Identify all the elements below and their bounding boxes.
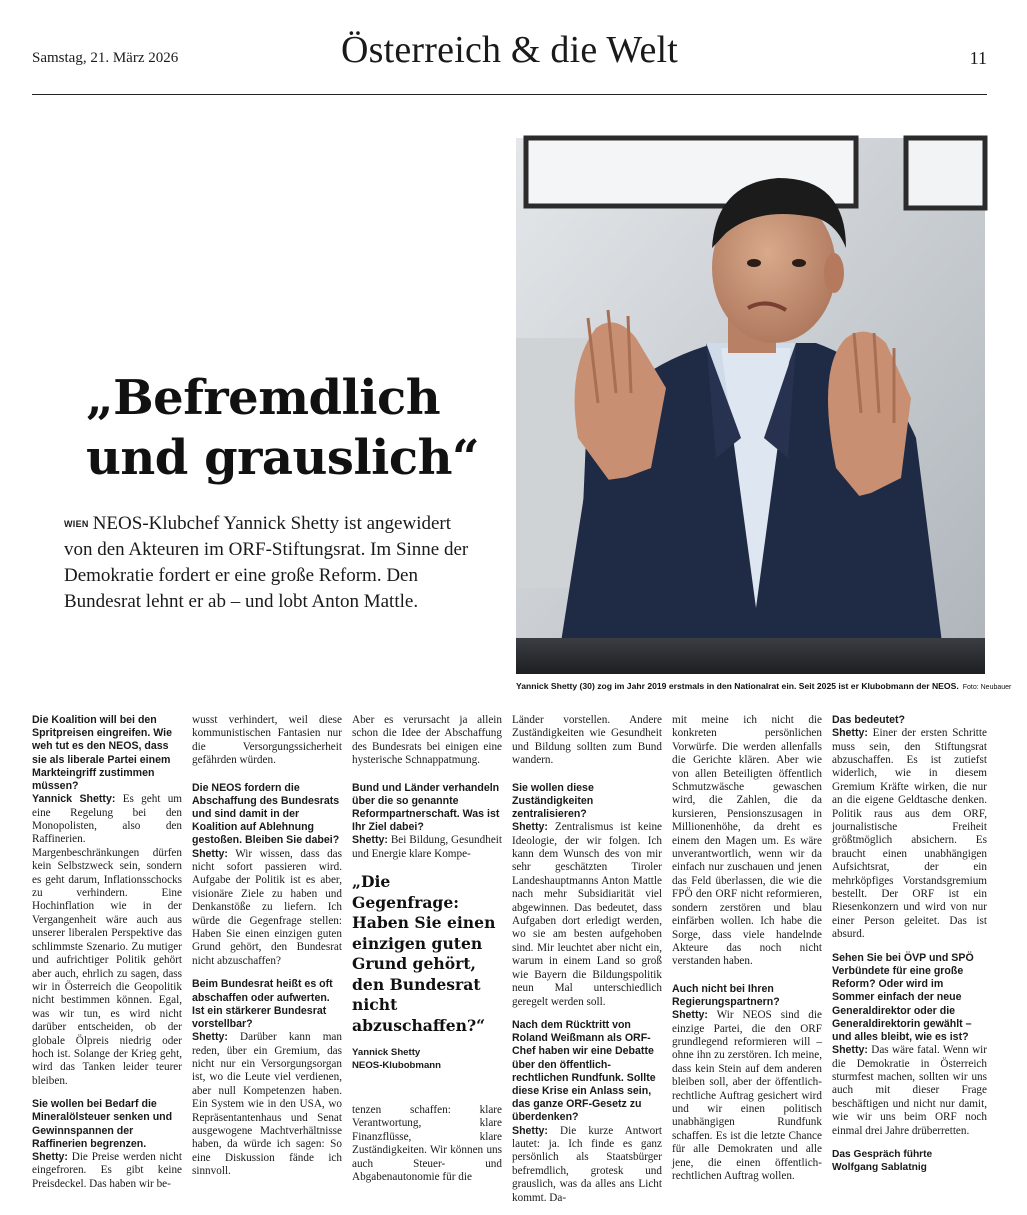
caption-text: Yannick Shetty (30) zog im Jahr 2019 erstmals in den Nationalrat ein. Seit 2025 ist er Klubobmann der NEOS. — [516, 681, 959, 691]
pull-quote-name: Yannick Shetty — [352, 1047, 421, 1058]
headline-line-2: und grauslich“ — [86, 430, 480, 486]
question: Auch nicht bei Ihren Regierungspartnern? — [672, 982, 780, 1008]
portrait-photo-illustration — [516, 138, 985, 674]
answer: Die Preise werden nicht eingefroren. Es gibt keine Preisdeckel. Das haben wir be- — [32, 1150, 182, 1190]
byline-author: Wolfgang Sablatnig — [832, 1161, 927, 1173]
answer: Wir wissen, dass das nicht sofort passieren wird. Aufgabe der Politik ist es aber, visionäre Ziele zu haben und Denkanstöße zu liefern. Ich würde die Gegenfrage stellen: Haben Sie einen einzigen guten Grund gehört, den Bundesrat nicht abzuschaffen? — [192, 847, 342, 967]
continued-text: tenzen schaffen: klare Verantwortung, klare Finanzflüsse, klare Zuständigkeiten. Wir können uns auch Steuer- und Abgabenautonomie für die — [352, 1104, 502, 1184]
headline-line-1: „Befremdlich — [86, 370, 441, 426]
answer: Das wäre fatal. Wenn wir die Demokratie in Österreich sturmfest machen, sollten wir uns auch mit dieser Frage beschäftigen und nicht nur damit, wie wir uns beim ORF noch einmal drei Jahre drüberretten. — [832, 1044, 987, 1137]
article-lead — [64, 511, 484, 615]
speaker-label: Yannick Shetty: — [32, 793, 116, 806]
answer: Bei Bildung, Gesundheit und Energie klare Kompe- — [352, 834, 503, 860]
answer: Zentralismus ist keine Ideologie, der wir folgen. Ich kann dem Wunsch des von mir sehr geschätzten Tiroler Landeshauptmanns Anton Mattle nach mehr Subsidiarität viel abgewinnen. Das bedeutet, dass Aufgaben dort erledigt werden, wo sie am besten aufgehoben sind. Mir leuchtet aber nicht ein, warum in einem Land so groß wie Bayern die Bildungspolitik neun Mal unterschiedlich geregelt werden soll. — [512, 821, 663, 1008]
question: Die NEOS fordern die Abschaffung des Bundesrats und sind damit in der Koalition auf Ablehnung gestoßen. Bleiben Sie dabei? — [192, 781, 340, 847]
speaker-label: Shetty: — [192, 847, 228, 860]
question: Bund und Länder verhandeln über die so genannte Reformpartnerschaft. Was ist Ihr Ziel dabei? — [352, 781, 500, 834]
speaker-label: Shetty: — [512, 1124, 548, 1137]
interview-byline — [832, 1148, 987, 1174]
text-column-5 — [672, 714, 822, 1193]
text-column-4 — [512, 714, 662, 1215]
question: Das bedeutet? — [832, 714, 905, 726]
question: Beim Bundesrat heißt es oft abschaffen oder aufwerten. Ist ein stärkerer Bundesrat vorstellbar? — [192, 978, 333, 1030]
question: Sehen Sie bei ÖVP und SPÖ Verbündete für eine große Reform? Oder wird im Sommer einfach der neue Generaldirektor oder die Generaldirektorin gewählt – und alles bleibt, wie es ist? — [832, 951, 974, 1043]
answer: Die kurze Antwort lautet: ja. Ich finde es ganz persönlich als Staatsbürger befremdlich, grotesk und grauslich, was da alles ans Licht kommt. Da- — [512, 1124, 662, 1204]
continued-text: wusst verhindert, weil diese kommunistischen Fantasien nur die Versorgungssicherheit gefährden würden. — [192, 714, 342, 767]
continued-text: Länder vorstellen. Andere Zuständigkeiten wie Gesundheit und Bildung sollten zum Bund wandern. — [512, 714, 662, 767]
speaker-label: Shetty: — [32, 1150, 68, 1163]
question: Nach dem Rücktritt von Roland Weißmann als ORF-Chef haben wir eine Debatte über den öffentlich-rechtlichen Rundfunk. Sollte diese Krise ein Anlass sein, das ganze ORF-Gesetz zu überdenken? — [512, 1018, 656, 1124]
continued-text: Aber es verursacht ja allein schon die Idee der Abschaffung des Bundesrats bei einigen eine hysterische Schnappatmung. — [352, 714, 502, 767]
answer: Einer der ersten Schritte muss sein, den Stiftungsrat abzuschaffen. Es ist zutiefst widerlich, wie in diesem Gremium Kräfte wirken, die nur an die eigene Geldtasche denken. Politik raus aus dem ORF, journalistische Freiheit größtmöglich absichern. Es braucht einen unabhängigen Aufsichtsrat, der ein mehrköpfiges Vorstandsgremium bestellt. Der ORF ist ein Riesenkonzern und wird von nur einer Person geleitet. Das ist absurd. — [832, 727, 987, 941]
page-number: 11 — [969, 48, 987, 68]
speaker-label: Shetty: — [672, 1009, 708, 1022]
continued-text: mit meine ich nicht die konkreten persönlichen Vorwürfe. Die werden allenfalls die Gerichte klären. Aber wie von allen Beteiligten öffentlich Schmutzwäsche gewaschen wird, die Zahlen, die da kursieren, Pensionszusagen in Millionenhöhe, da dreht es einem den Magen um. Es wäre unverantwortlich, wenn wir da einfach nur zuschauen und jenen das Feld überlassen, die wie die FPÖ den ORF nicht reformieren, sondern zerstören und blau einfärben wollen. Ich habe die Sorge, dass viele handelnde Akteure das noch nicht verstanden haben. — [672, 714, 822, 968]
answer: Darüber kann man reden, über ein Gremium, das nicht nur ein Versorgungsorgan ist, wo die Leute viel verdienen, aber null Kompetenzen haben. Ein System wie in den USA, wo Repräsentantenhaus und Senat ausgewogene Machtverhältnisse haben, da würde ich sagen: So eine Diskussion fände ich sinnvoll. — [192, 1031, 342, 1178]
question: Sie wollen bei Bedarf die Mineralölsteuer senken und Gewinnspannen der Raffinerien begrenzen. — [32, 1098, 173, 1150]
question: Sie wollen diese Zuständigkeiten zentralisieren? — [512, 781, 594, 821]
text-column-3-bottom — [352, 1104, 502, 1194]
text-column-3 — [352, 714, 502, 871]
answer: Wir NEOS sind die einzige Partei, die den ORF grundlegend reformieren will – ohne ihn zu zerstören. Ich meine, dass kein Stein auf dem anderen bleiben soll, aber der öffentlich-rechtliche Auftrag gesichert wird und wir einen politisch unabhängigen Rundfunk schaffen. Es ist die letzte Chance für alle Demokraten und alle jene, die einen öffentlich-rechtlichen Auftrag wollen. — [672, 1009, 822, 1182]
answer: Es geht um eine Regelung bei den Monopolisten, also den Raffinerien. Margenbeschränkungen dürfen kein Selbstzweck sein, sondern es geht darum, Inflationsschocks zu verhindern. Eine Hochinflation wie in der Vergangenheit wäre auch aus unserer liberalen Perspektive das schlimmste Szenario. Zu mutiger und aufrichtiger Politik gehört aber auch, ehrlich zu sagen, dass wir in Österreich die Geopolitik nicht bestimmen können. Egal, was wir tun, es wird nicht darüber entscheiden, ob der globale Ölpreis niedrig oder hoch ist. Solange der Krieg geht, wird das Tanken leider teurer bleiben. — [32, 793, 183, 1087]
pull-quote-role: NEOS-Klubobmann — [352, 1060, 442, 1071]
masthead — [32, 0, 987, 95]
location-tag: WIEN — [64, 519, 89, 529]
pull-quote — [352, 872, 502, 1072]
speaker-label: Shetty: — [512, 821, 548, 834]
photo-credit: Foto: Neubauer — [962, 684, 1012, 691]
text-column-1 — [32, 714, 182, 1201]
question: Die Koalition will bei den Spritpreisen eingreifen. Wie weh tut es den NEOS, dass sie als liberale Partei einem Markteingriff zustimmen müssen? — [32, 714, 173, 793]
speaker-label: Shetty: — [832, 727, 868, 740]
pull-quote-attribution — [352, 1046, 502, 1072]
article-headline — [86, 368, 516, 488]
text-column-2 — [192, 714, 342, 1189]
section-title: Österreich & die Welt — [340, 29, 679, 71]
speaker-label: Shetty: — [192, 1031, 228, 1044]
article-photo — [516, 138, 985, 674]
issue-date: Samstag, 21. März 2026 — [32, 50, 179, 66]
speaker-label: Shetty: — [352, 834, 388, 847]
pull-quote-text: „Die Gegenfrage: Haben Sie einen einzigen guten Grund gehört, den Bundesrat nicht abzuschaffen?“ — [352, 872, 496, 1035]
text-column-6 — [832, 714, 987, 1174]
lead-text: NEOS-Klubchef Yannick Shetty ist angewidert von den Akteuren im ORF-Stiftungsrat. Im Sinne der Demokratie fordert er eine große Reform. Den Bundesrat lehnt er ab – und lobt Anton Mattle. — [64, 513, 469, 612]
speaker-label: Shetty: — [832, 1044, 868, 1057]
photo-caption — [516, 681, 1012, 691]
byline-label: Das Gespräch führte — [832, 1148, 933, 1160]
